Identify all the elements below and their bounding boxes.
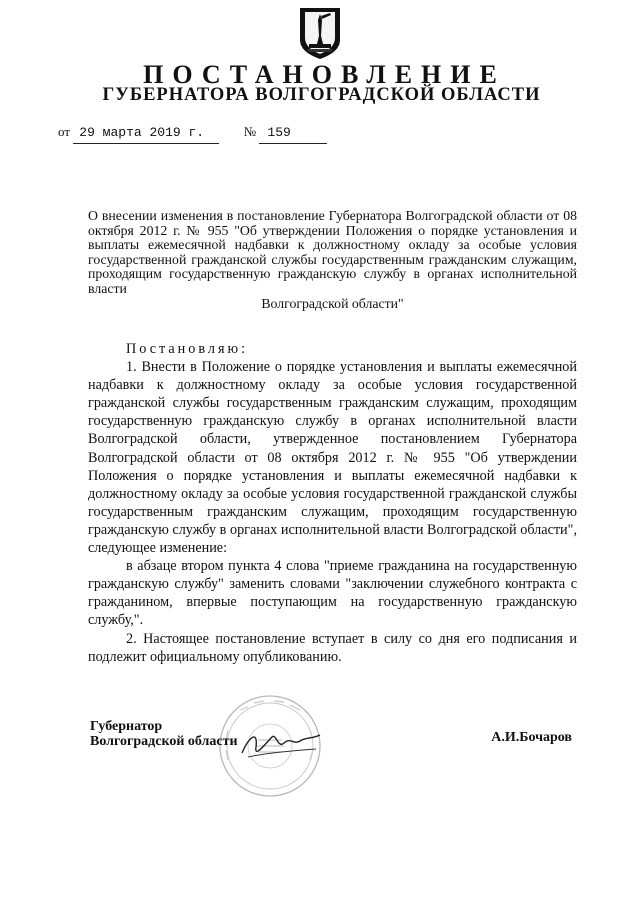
paragraph-item-1-change: в абзаце втором пункта 4 слова "приеме гражданина на государственную гражданскую службу" заменить словами "заключении служебного контракта с гражданином, впервые поступающим на государственную гражданскую службу,". [88,558,577,629]
resolve-phrase: Постановляю: [126,341,249,357]
heading-last-line: Волгоградской области" [261,295,404,311]
signer-position: Губернатор Волгоградской области [90,719,238,749]
paragraph-item-2: 2. Настоящее постановление вступает в силу со дня его подписания и подлежит официальному опубликованию. [88,630,577,665]
document-title: ПОСТАНОВЛЕНИЕ [143,60,506,89]
heading-text: О внесении изменения в постановление Губернатора Волгоградской области от 08 октября 2012 г. № 955 "Об утверждении Положения о порядке установления и выплаты ежемесячной надбавки к должностному окладу за особые условия государственной гражданской службы государственным гражданским служащим, проходящим государственную гражданскую службу в органах исполнительной власти [88,208,577,296]
paragraph-item-1: 1. Внести в Положение о порядке установления и выплаты ежемесячной надбавки к должностному окладу за особые условия государственной гражданской службы государственным гражданским служащим, проходящим государственную гражданскую службу в органах исполнительной власти Волгоградской области, утвержденное постановлением Губернатора Волгоградской области от 08 октября 2012 г. № 955 "Об утверждении Положения о порядке установления и выплаты ежемесячной надбавки к должностному окладу за особые условия государственной гражданской службы государственным гражданским служащим, проходящим государственную гражданскую службу в органах исполнительной власти Волгоградской области", следующее изменение: [88,359,577,557]
signer-name: А.И.Бочаров [491,730,572,745]
document-number: 159 [267,125,291,140]
document-subtitle: ГУБЕРНАТОРА ВОЛГОГРАДСКОЙ ОБЛАСТИ [102,85,541,105]
date-prefix: от [58,124,71,139]
registration-line [58,122,327,144]
number-label: № [243,124,257,139]
document-heading [88,209,577,311]
document-body [88,340,577,666]
document-date: 29 марта 2019 г. [79,125,205,140]
handwritten-signature-icon [236,723,326,771]
volgograd-coat-of-arms-icon [297,6,343,60]
